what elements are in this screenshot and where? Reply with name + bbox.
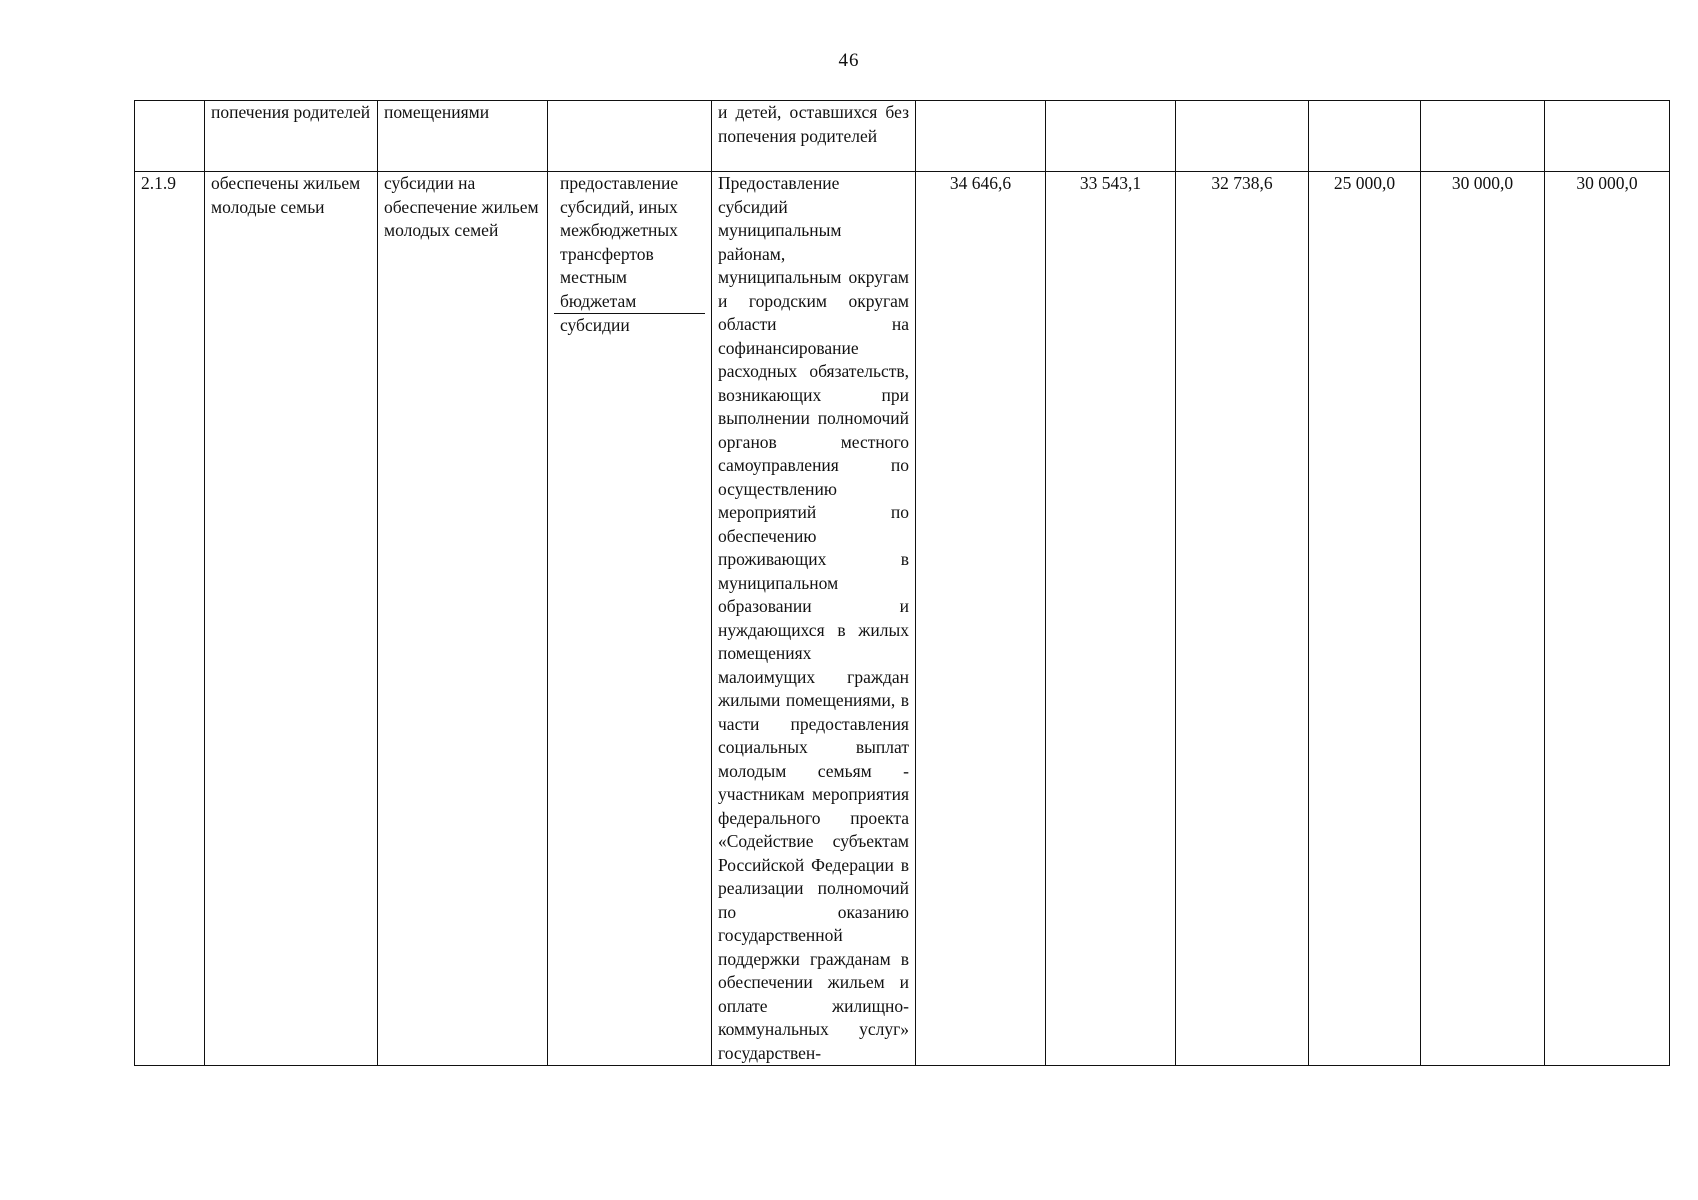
code-cell (135, 101, 205, 172)
value-cell (1176, 101, 1309, 172)
value-cell: 32 738,6 (1176, 172, 1309, 1066)
source-cell (548, 172, 712, 1066)
value-cell: 30 000,0 (1545, 172, 1670, 1066)
source-cell (548, 101, 712, 172)
description-cell: Предоставление субсидий муниципальным районам, муниципальным округам и городским округам области на софинансирование расходных обязательств, возникающих при выполнении полномочий органов местного самоуправления по осуществлению мероприятий по обеспечению проживающих в муниципальном образовании и нуждающихся в жилых помещениях малоимущих граждан жилыми помещениями, в части предоставления социальных выплат молодым семьям - участникам мероприятия федерального проекта «Содействие субъектам Российской Федерации в реализации полномочий по оказанию государственной поддержки гражданам в обеспечении жильем и оплате жилищно-коммунальных услуг» государствен- (712, 172, 916, 1066)
budget-table (134, 100, 1670, 1066)
value-cell (1309, 101, 1421, 172)
measure-cell: помещениями (378, 101, 548, 172)
measure-cell: субсидии на обеспечение жильем молодых семей (378, 172, 548, 1066)
description-cell: и детей, оставшихся без попечения родителей (712, 101, 916, 172)
value-cell: 30 000,0 (1421, 172, 1545, 1066)
value-cell: 33 543,1 (1046, 172, 1176, 1066)
source-top: предоставление субсидий, иных межбюджетных трансфертов местным бюджетам (554, 172, 705, 314)
result-cell: попечения родителей (205, 101, 378, 172)
value-cell (1545, 101, 1670, 172)
page-number: 46 (838, 50, 860, 71)
value-cell (1421, 101, 1545, 172)
table-row (135, 101, 1670, 172)
result-cell: обеспечены жильем молодые семьи (205, 172, 378, 1066)
value-cell (1046, 101, 1176, 172)
value-cell: 34 646,6 (916, 172, 1046, 1066)
value-cell: 25 000,0 (1309, 172, 1421, 1066)
value-cell (916, 101, 1046, 172)
table-row (135, 172, 1670, 1066)
source-bottom: субсидии (560, 315, 630, 335)
code-cell: 2.1.9 (135, 172, 205, 1066)
